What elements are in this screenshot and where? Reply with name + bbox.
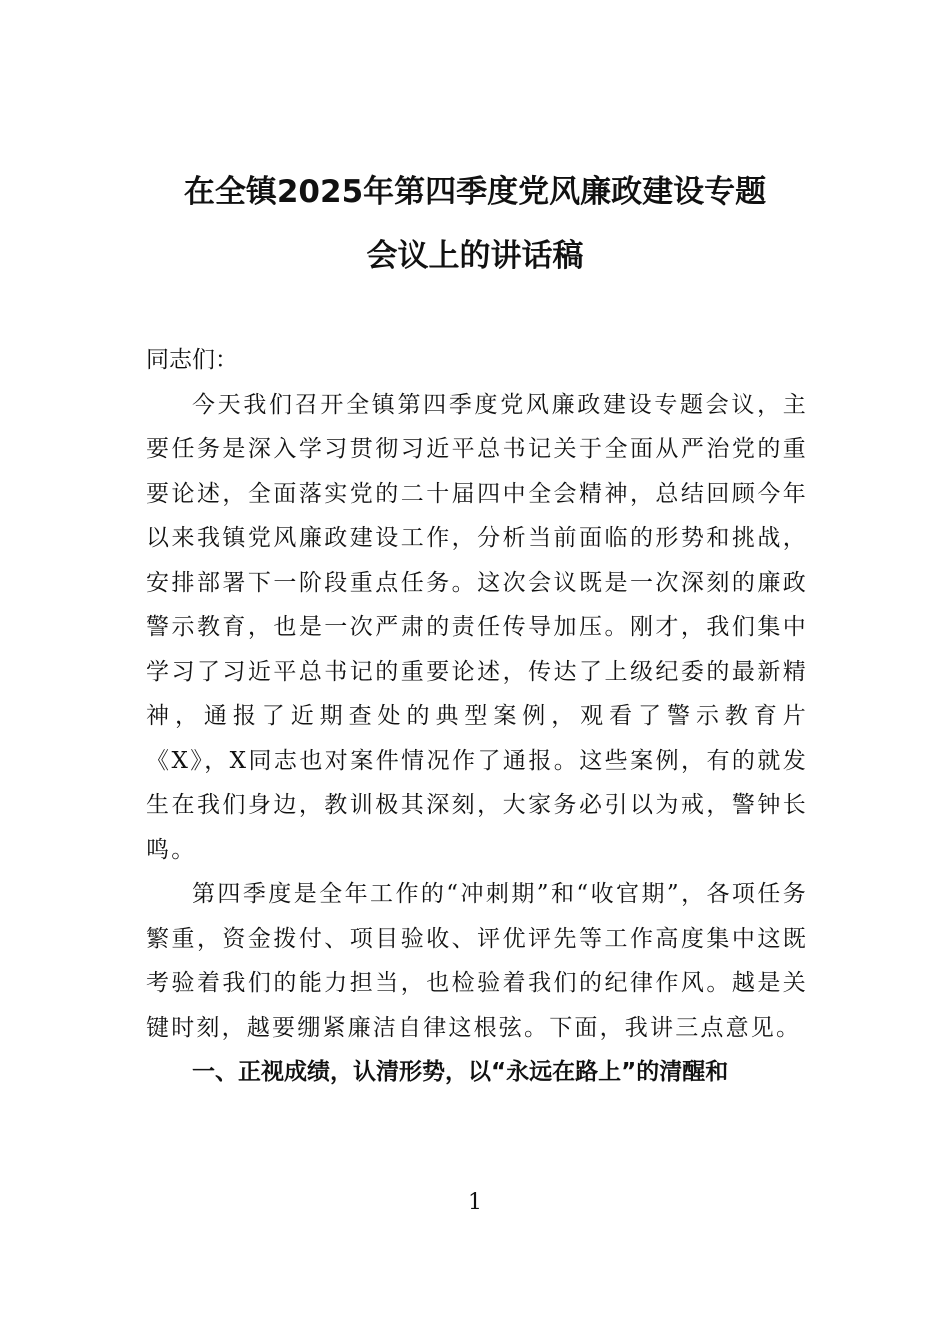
paragraph-2: 第四季度是全年工作的“冲刺期”和“收官期”，各项任务繁重，资金拨付、项目验收、评优评先等工作高度集中这既考验着我们的能力担当，也检验着我们的纪律作风。越是关键时刻，越要绷紧廉洁自律这根弦。下面，我讲三点意见。 — [146, 881, 808, 1041]
salutation: 同志们： — [146, 347, 238, 373]
document-body — [146, 338, 808, 1095]
document-title — [120, 160, 830, 288]
section-heading-1: 一、正视成绩，认清形势，以“永远在路上”的清醒和 — [192, 1059, 729, 1085]
title-line-2: 会议上的讲话稿 — [366, 238, 584, 274]
paragraph-1: 今天我们召开全镇第四季度党风廉政建设专题会议，主要任务是深入学习贯彻习近平总书记关于全面从严治党的重要论述，全面落实党的二十届四中全会精神，总结回顾今年以来我镇党风廉政建设工作，分析当前面临的形势和挑战，安排部署下一阶段重点任务。这次会议既是一次深刻的廉政警示教育，也是一次严肃的责任传导加压。刚才，我们集中学习了习近平总书记的重要论述，传达了上级纪委的最新精神，通报了近期查处的典型案例，观看了警示教育片《X》，X同志也对案件情况作了通报。这些案例，有的就发生在我们身边，教训极其深刻，大家务必引以为戒，警钟长鸣。 — [146, 391, 808, 863]
title-line-1: 在全镇2025年第四季度党风廉政建设专题 — [183, 174, 767, 210]
page-number: 1 — [468, 1190, 482, 1215]
